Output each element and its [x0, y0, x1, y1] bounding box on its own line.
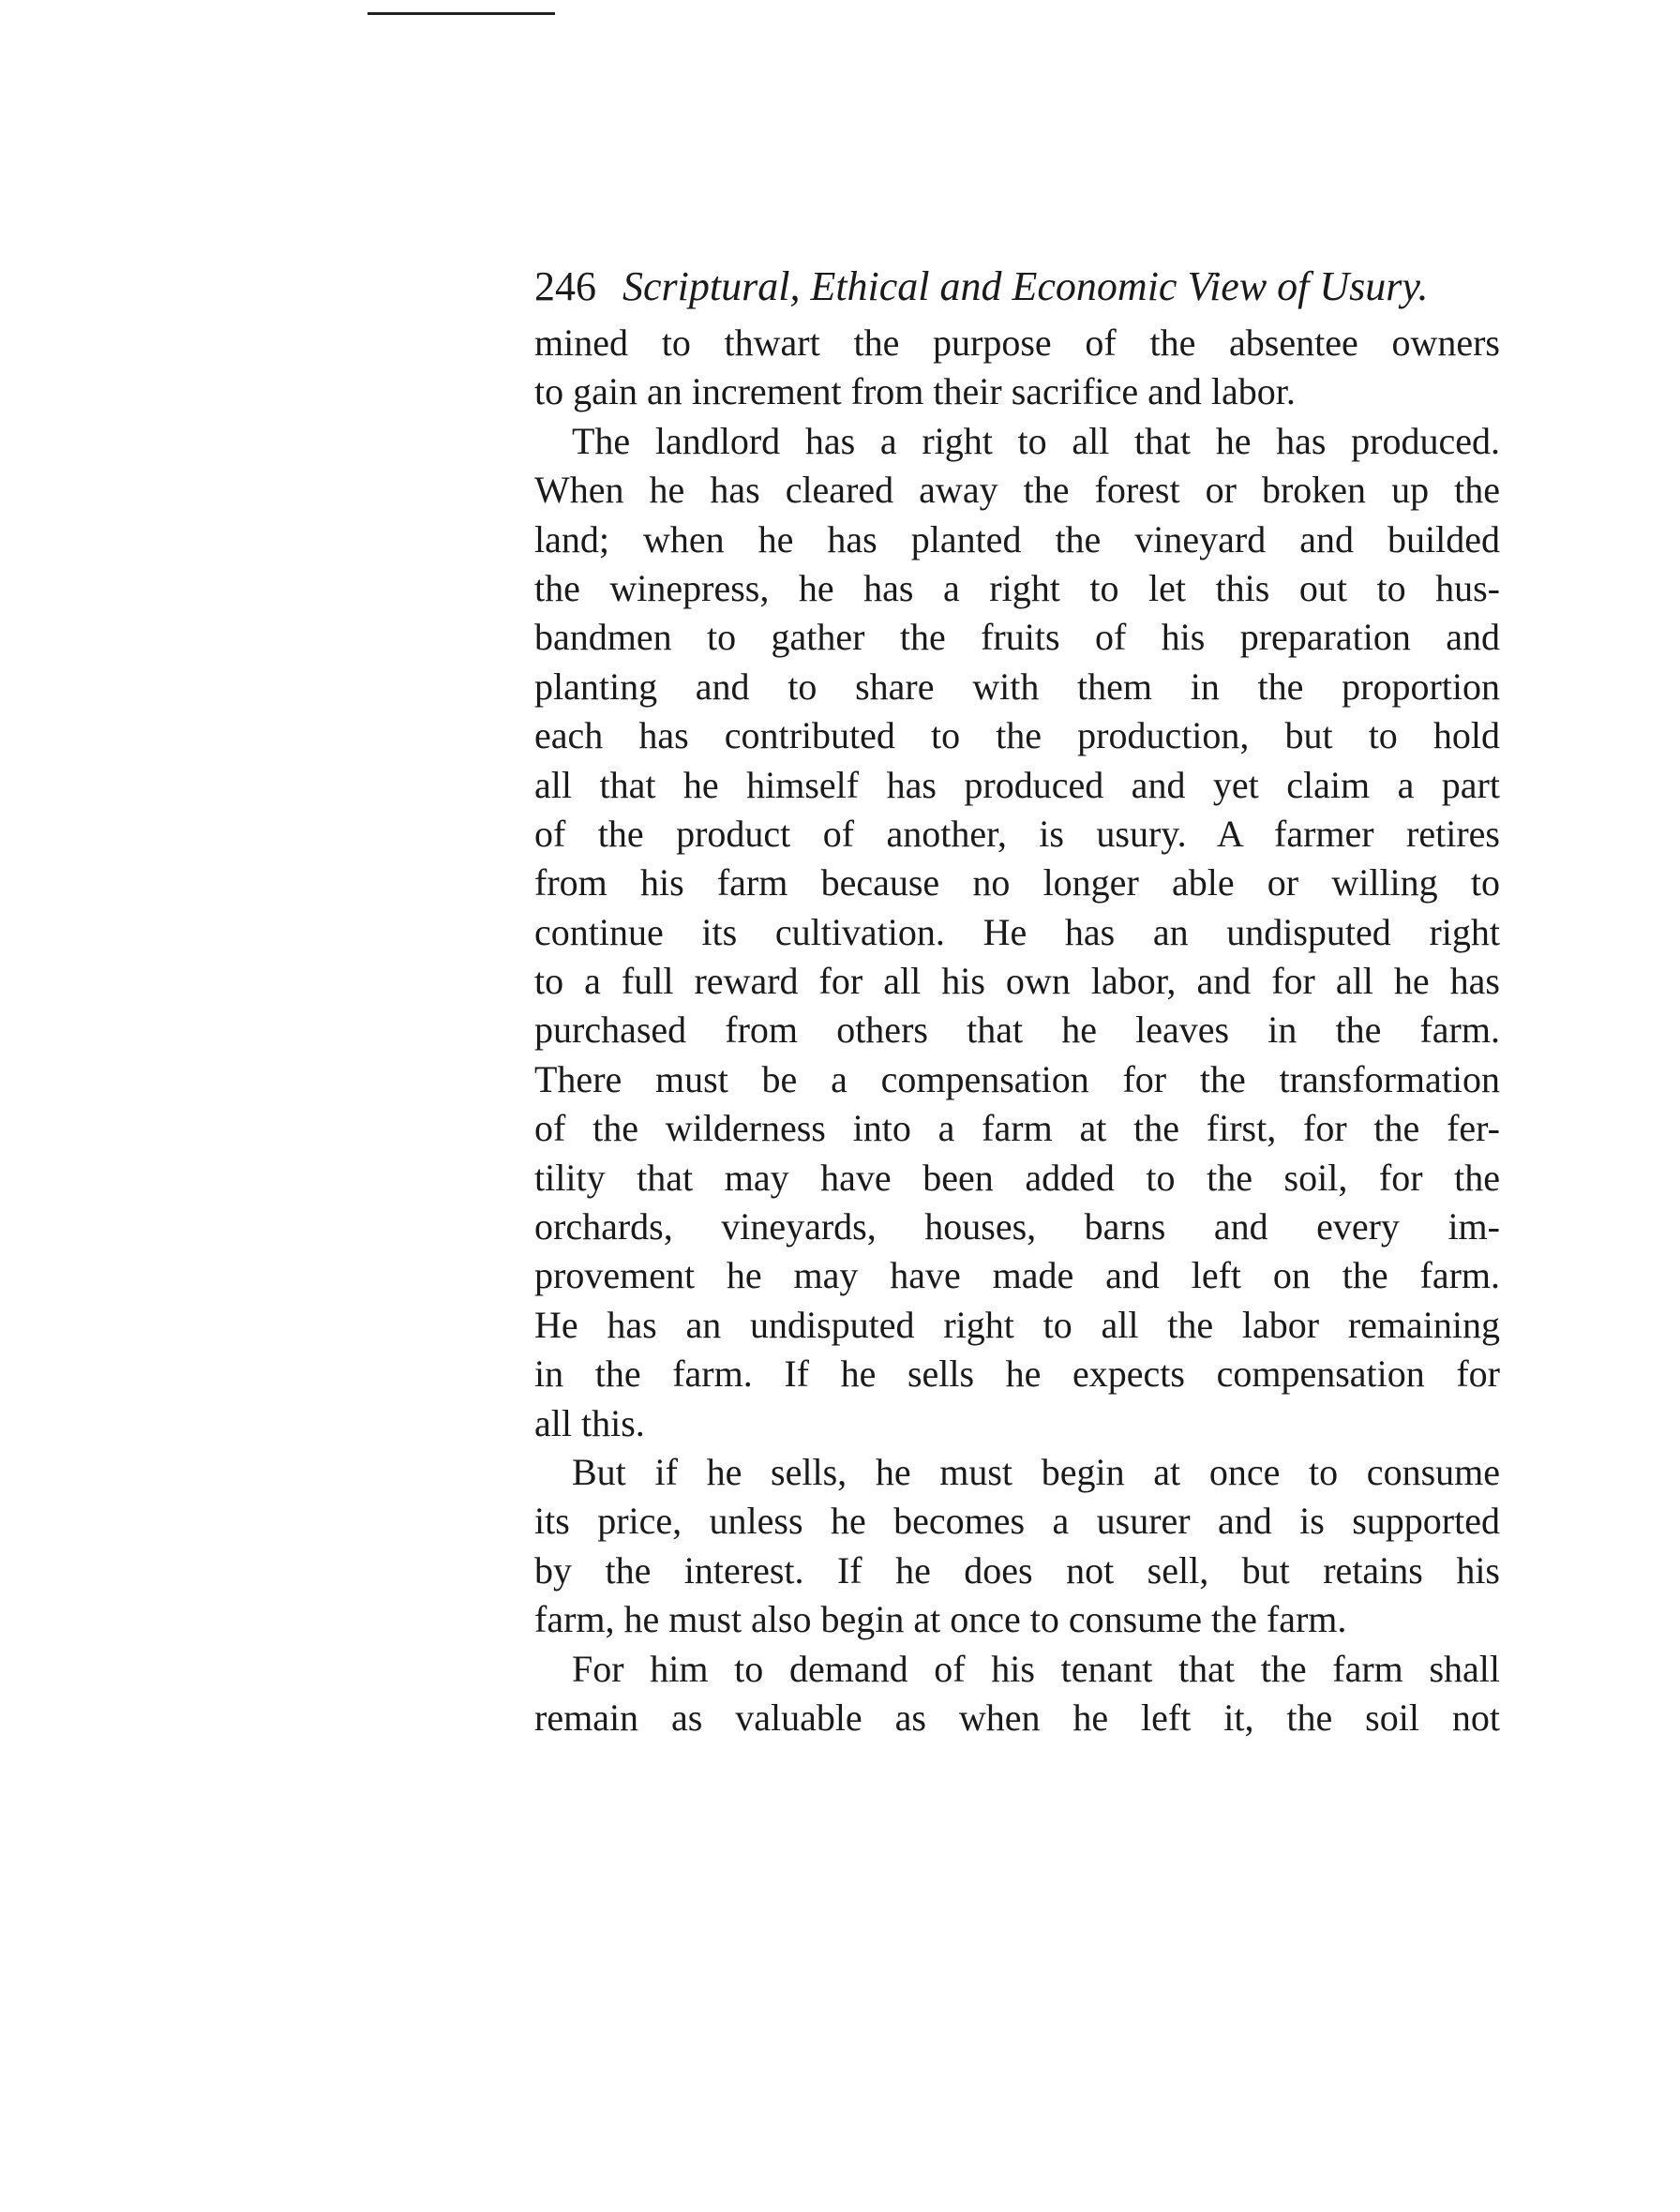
- text-line: tility that may have been added to the soil, for the: [534, 1156, 1500, 1199]
- text-line: remain as valuable as when he left it, the soil not: [534, 1696, 1500, 1739]
- book-page: [534, 259, 1500, 1742]
- page-number: 246: [534, 263, 596, 309]
- text-line: all this.: [534, 1401, 645, 1444]
- text-line: from his farm because no longer able or willing to: [534, 861, 1500, 904]
- text-line: land; when he has planted the vineyard and builded: [534, 517, 1500, 560]
- text-line: to a full reward for all his own labor, and for all he has: [534, 960, 1500, 1003]
- text-line: of the wilderness into a farm at the first, for the fer-: [534, 1107, 1500, 1150]
- text-line: in the farm. If he sells he expects compensation for: [534, 1353, 1500, 1396]
- running-title: Scriptural, Ethical and Economic View of Usury.: [622, 263, 1429, 309]
- text-line: For him to demand of his tenant that the farm shall: [572, 1647, 1500, 1690]
- text-line: farm, he must also begin at once to consume the farm.: [534, 1598, 1347, 1641]
- text-line: by the interest. If he does not sell, but retains his: [534, 1548, 1500, 1592]
- text-line: all that he himself has produced and yet claim a part: [534, 763, 1500, 806]
- text-line: The landlord has a right to all that he has produced.: [572, 419, 1500, 462]
- text-line: each has contributed to the production, but to hold: [534, 714, 1500, 757]
- text-line: purchased from others that he leaves in the farm.: [534, 1009, 1500, 1052]
- text-line: When he has cleared away the forest or broken up the: [534, 469, 1500, 512]
- text-line: continue its cultivation. He has an undisputed right: [534, 910, 1500, 953]
- text-line: But if he sells, he must begin at once to consume: [572, 1450, 1500, 1493]
- text-line: to gain an increment from their sacrifice and labor.: [534, 370, 1296, 413]
- text-line: He has an undisputed right to all the labor remaining: [534, 1303, 1500, 1346]
- text-line: mined to thwart the purpose of the absentee owners: [534, 321, 1500, 364]
- running-head: [534, 259, 1500, 315]
- top-rule: [368, 12, 555, 15]
- text-line: orchards, vineyards, houses, barns and every im-: [534, 1205, 1500, 1248]
- text-line: of the product of another, is usury. A farmer retires: [534, 812, 1500, 855]
- text-line: provement he may have made and left on the farm.: [534, 1254, 1500, 1297]
- text-line: There must be a compensation for the transformation: [534, 1057, 1500, 1100]
- text-line: its price, unless he becomes a usurer and is supported: [534, 1500, 1500, 1543]
- text-line: planting and to share with them in the proportion: [534, 665, 1500, 708]
- text-line: the winepress, he has a right to let this out to hus-: [534, 566, 1500, 609]
- text-line: bandmen to gather the fruits of his preparation and: [534, 616, 1500, 659]
- body-text: [534, 319, 1500, 1742]
